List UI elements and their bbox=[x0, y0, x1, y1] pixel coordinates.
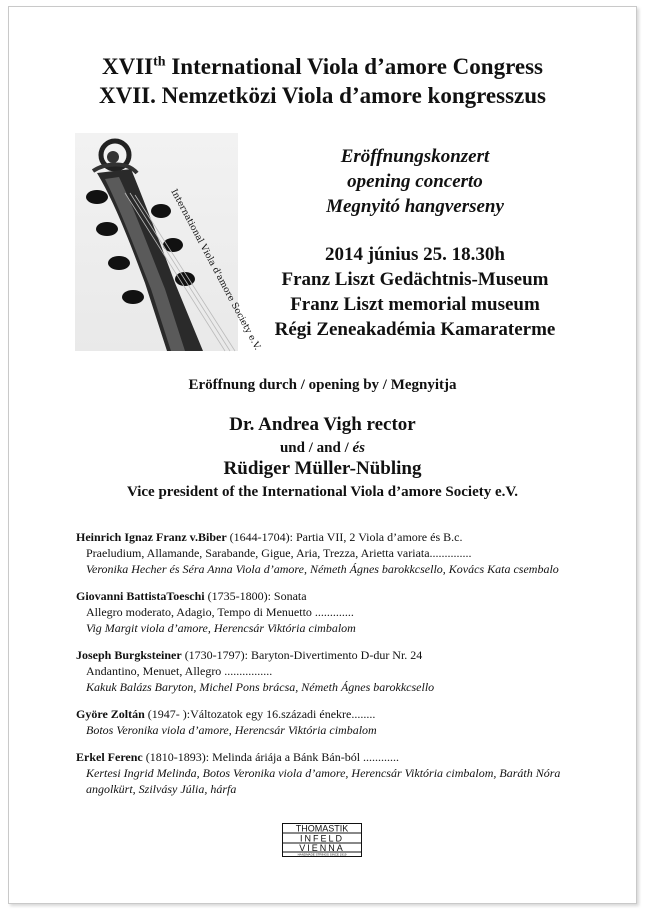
composer-name: Györe Zoltán bbox=[76, 707, 145, 721]
work-title: (1947- ):Változatok egy 16.századi énekre........ bbox=[144, 707, 376, 721]
logo-line-1: THOMASTIK bbox=[295, 823, 349, 834]
movements: Allegro moderato, Adagio, Tempo di Menuetto ............. bbox=[86, 605, 354, 619]
venue-name-en: Franz Liszt memorial museum bbox=[290, 294, 540, 315]
program-item bbox=[76, 706, 596, 738]
logo-line-3: VIENNA bbox=[299, 842, 345, 853]
speaker-2-role: Vice president of the International Viola d’amore Society e.V. bbox=[126, 484, 519, 500]
logo-line-2: INFELD bbox=[299, 833, 345, 844]
opening-label: Eröffnung durch / opening by / Megnyitja bbox=[188, 377, 457, 393]
society-caption-text bbox=[75, 133, 263, 352]
society-caption: International Viola d'amore Society e.V. bbox=[168, 187, 263, 352]
composer-name: Joseph Burgksteiner bbox=[76, 648, 182, 662]
speaker-1: Dr. Andrea Vigh rector bbox=[229, 414, 416, 435]
concert-title-en: opening concerto bbox=[347, 171, 483, 192]
program-item bbox=[76, 588, 596, 636]
work-title: (1730-1797): Baryton-Divertimento D-dur Nr. 24 bbox=[181, 648, 423, 662]
composer-name: Heinrich Ignaz Franz v.Biber bbox=[76, 530, 227, 544]
title-hungarian: XVII. Nemzetközi Viola d’amore kongresszus bbox=[99, 83, 546, 108]
composer-name: Giovanni BattistaToeschi bbox=[76, 589, 205, 603]
concert-title-hu: Megnyitó hangverseny bbox=[326, 196, 504, 217]
program-item bbox=[76, 749, 596, 797]
work-title: (1644-1704): Partia VII, 2 Viola d’amore és B.c. bbox=[226, 530, 463, 544]
concert-title-de: Eröffnungskonzert bbox=[340, 146, 490, 167]
venue-name-de: Franz Liszt Gedächtnis-Museum bbox=[281, 269, 549, 290]
movements: Andantino, Menuet, Allegro ................ bbox=[86, 664, 273, 678]
venue-name-hu: Régi Zeneakadémia Kamaraterme bbox=[274, 319, 556, 340]
viola-scroll-photo bbox=[75, 133, 263, 352]
program-item bbox=[76, 647, 596, 695]
title-english: XVIIth International Viola d’amore Congress bbox=[102, 54, 543, 79]
work-title: (1810-1893): Melinda áriája a Bánk Bán-ból ............ bbox=[142, 750, 400, 764]
performers: Vig Margit viola d’amore, Herencsár Viktória cimbalom bbox=[86, 621, 356, 635]
logo-tagline: HANDMADE STRINGS SINCE 1919 bbox=[297, 852, 347, 857]
composer-name: Erkel Ferenc bbox=[76, 750, 143, 764]
performers: Veronika Hecher és Séra Anna Viola d’amore, Németh Ágnes barokkcsello, Kovács Kata csembalo bbox=[86, 562, 559, 576]
speaker-2: Rüdiger Müller-Nübling bbox=[223, 458, 422, 479]
movements: Praeludium, Allamande, Sarabande, Gigue, Aria, Trezza, Arietta variata.............. bbox=[86, 546, 472, 560]
thomastik-infeld-logo bbox=[282, 823, 362, 857]
event-datetime: 2014 június 25. 18.30h bbox=[324, 244, 506, 265]
performers: Kertesi Ingrid Melinda, Botos Veronika viola d’amore, Herencsár Viktória cimbalom, Baráth Nóra angolkürt, Szilvásy Júlia, hárfa bbox=[86, 766, 561, 796]
speaker-conjunction: und / and / és bbox=[279, 440, 366, 456]
program-item bbox=[76, 529, 596, 577]
performers: Kakuk Balázs Baryton, Michel Pons brácsa, Németh Ágnes barokkcsello bbox=[86, 680, 435, 694]
performers: Botos Veronika viola d’amore, Herencsár Viktória cimbalom bbox=[86, 723, 377, 737]
work-title: (1735-1800): Sonata bbox=[204, 589, 307, 603]
